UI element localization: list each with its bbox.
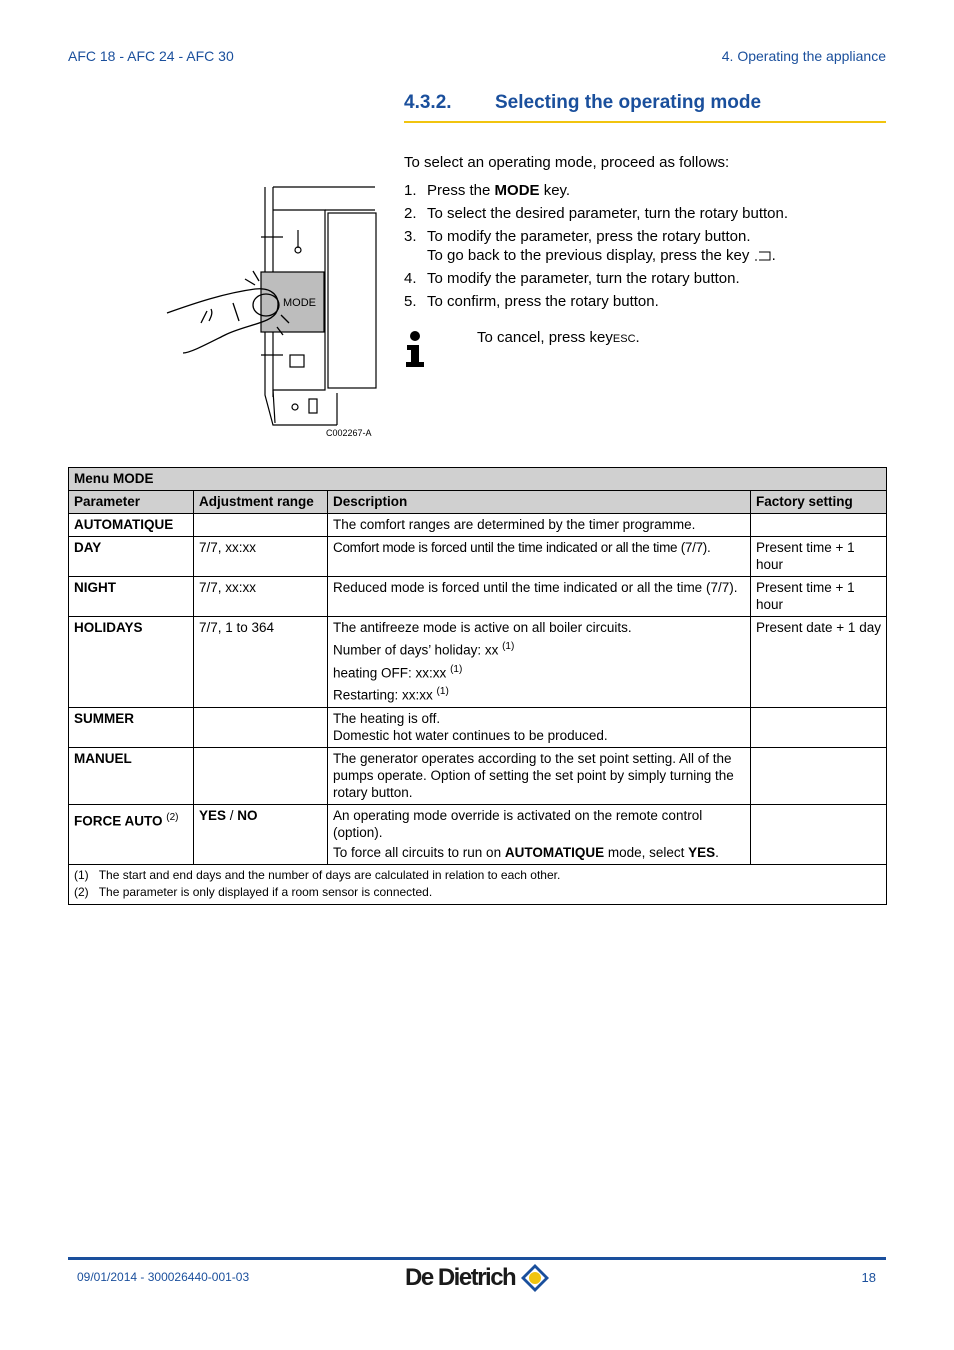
procedure-steps (404, 181, 904, 315)
table-footnotes: (1) The start and end days and the number of days are calculated in relation to each other. (2) The parameter is only displayed if a room sensor is connected. (69, 864, 887, 904)
step-item: 1. Press the MODE key. (404, 182, 571, 199)
table-row: AUTOMATIQUE The comfort ranges are determined by the timer programme. (69, 514, 887, 537)
mode-button-label: MODE (283, 297, 316, 309)
table-row: DAY 7/7, xx:xx Comfort mode is forced until the time indicated or all the time (7/7). Present time + 1 hour (69, 537, 887, 577)
column-header: Adjustment range (194, 491, 328, 514)
back-key-icon (754, 249, 772, 261)
figure-code: C002267-A (326, 428, 372, 438)
step-item: 4. To modify the parameter, turn the rotary button. (404, 270, 740, 287)
column-header: Description (328, 491, 751, 514)
section-heading (404, 90, 886, 123)
page-number: 18 (861, 1270, 876, 1285)
table-row: SUMMER The heating is off. Domestic hot water continues to be produced. (69, 707, 887, 747)
table-row: HOLIDAYS 7/7, 1 to 364 The antifreeze mode is active on all boiler circuits. Number of days’ holiday: xx $^{(1)}$ heating OFF: xx:xx $^{(1)}$ Restarting: xx:xx $^{(1)}$ Present date + 1 day (69, 617, 887, 708)
table-caption: Menu MODE (69, 468, 887, 491)
column-header: Factory setting (751, 491, 887, 514)
step-item: 2. To select the desired parameter, turn the rotary button. (404, 205, 789, 222)
section-title: Selecting the operating mode (495, 92, 762, 113)
table-row: MANUEL The generator operates according to the set point setting. All of the pumps operate. Option of setting the set point by simply turning the rotary button. (69, 747, 887, 804)
info-note: To cancel, press keyESC. (477, 329, 640, 346)
step-item: 3. To modify the parameter, press the rotary button. To go back to the previous display, press the key . (404, 228, 776, 264)
footer-divider (68, 1257, 886, 1260)
table-row: NIGHT 7/7, xx:xx Reduced mode is forced until the time indicated or all the time (7/7). Present time + 1 hour (69, 577, 887, 617)
diamond-logo-icon (520, 1263, 550, 1293)
header-doc-models: AFC 18 - AFC 24 - AFC 30 (68, 48, 234, 64)
header-chapter: 4. Operating the appliance (721, 48, 886, 64)
control-panel-illustration (165, 185, 380, 440)
menu-mode-table (68, 467, 887, 905)
de-dietrich-logo: De Dietrich (405, 1262, 550, 1294)
table-row: FORCE AUTO $^{(2)}$ YES / NO An operating mode override is activated on the remote control (option). To force all circuits to run on AUTOMATIQUE mode, select YES. (69, 804, 887, 864)
esc-key-label: ESC (612, 333, 636, 345)
step-item: 5. To confirm, press the rotary button. (404, 293, 659, 310)
column-header: Parameter (69, 491, 194, 514)
procedure-intro: To select an operating mode, proceed as follows: (404, 154, 730, 171)
section-number: 4.3.2. (404, 92, 452, 113)
footer-date-ref: 09/01/2014 - 300026440-001-03 (77, 1270, 250, 1284)
info-icon (404, 330, 428, 368)
